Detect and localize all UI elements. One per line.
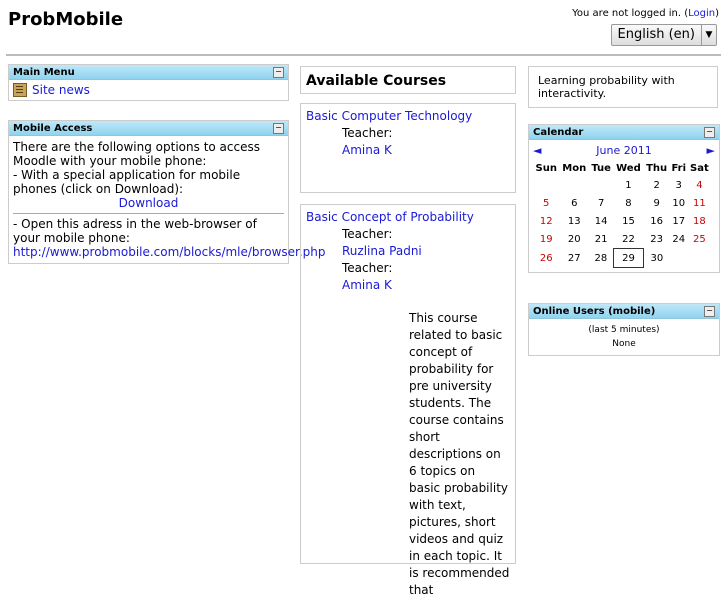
mobile-option-app: - With a special application for mobile phones (click on Download): [13, 168, 241, 196]
calendar-day-header: Wed [616, 163, 641, 174]
calendar-day: 21 [594, 233, 608, 245]
language-select-value: English (en) [617, 27, 695, 42]
calendar-day: 4 [696, 179, 703, 191]
calendar-day: 28 [594, 252, 608, 264]
site-news-link[interactable]: Site news [32, 83, 90, 97]
chevron-down-icon: ▼ [701, 25, 716, 45]
calendar-day: 17 [672, 215, 686, 227]
calendar-day: 6 [571, 197, 578, 209]
mobile-intro: There are the following options to access Moodle with your mobile phone: [13, 140, 260, 168]
news-icon [13, 83, 27, 97]
calendar-day-header: Sun [535, 163, 557, 174]
calendar-day: 16 [650, 215, 663, 227]
mobile-url-link[interactable]: http://www.probmobile.com/blocks/mle/browser.php [13, 245, 326, 259]
calendar-day: 3 [675, 179, 682, 191]
calendar-day: 26 [539, 252, 553, 264]
divider [13, 213, 284, 214]
prev-month-icon[interactable]: ◄ [533, 144, 542, 157]
course-description: This course related to basic concept of probability for pre university students. The course contains short descriptions on 6 topics on basic probability with text, pictures, short videos and quiz in each topic. It is recommended that [409, 311, 510, 597]
calendar-day: 7 [597, 197, 605, 209]
hide-block-icon[interactable]: − [273, 123, 284, 134]
block-header: Main Menu − [9, 65, 288, 80]
online-status: None [612, 339, 636, 349]
teacher-label: Teacher: [342, 126, 393, 140]
block-header: Online Users (mobile) − [529, 304, 719, 319]
login-info: You are not logged in. (Login) [572, 8, 719, 19]
login-link[interactable]: Login [688, 8, 716, 19]
calendar-day: 14 [594, 215, 608, 227]
calendar-grid [533, 161, 711, 268]
calendar-day: 5 [543, 197, 550, 209]
calendar-empty-cell [688, 249, 711, 268]
calendar-day: 10 [672, 197, 686, 209]
hide-block-icon[interactable]: − [704, 306, 715, 317]
calendar-day-header: Mon [562, 163, 587, 174]
calendar-day: 8 [625, 197, 632, 209]
calendar-empty-cell [670, 249, 688, 268]
calendar-block [528, 124, 720, 273]
teacher-link[interactable]: Amina K [342, 278, 392, 292]
language-select[interactable] [611, 24, 717, 46]
header-divider [6, 54, 721, 56]
calendar-day-header: Fri [671, 163, 687, 174]
calendar-month-link[interactable]: June 2011 [596, 144, 652, 157]
calendar-day-header: Thu [646, 163, 668, 174]
course-item [300, 204, 516, 597]
calendar-day-header: Tue [591, 163, 611, 174]
menu-item-site-news[interactable] [9, 80, 288, 100]
calendar-day: 25 [693, 233, 706, 245]
calendar-day: 19 [539, 233, 553, 245]
teacher-link[interactable]: Amina K [342, 143, 392, 157]
calendar-day: 13 [567, 215, 581, 227]
block-header: Calendar − [529, 125, 719, 140]
teacher-link[interactable]: Ruzlina Padni [342, 244, 422, 258]
hide-block-icon[interactable]: − [704, 127, 715, 138]
calendar-empty-cell [589, 176, 613, 194]
calendar-day: 20 [567, 233, 581, 245]
block-header: Mobile Access − [9, 121, 288, 136]
download-link[interactable]: Download [118, 196, 179, 210]
calendar-day: 30 [650, 252, 664, 264]
online-users-block [528, 303, 720, 356]
calendar-day: 2 [653, 179, 660, 191]
calendar-day: 18 [693, 215, 706, 227]
available-courses-heading: Available Courses [300, 66, 516, 94]
mobile-access-block [8, 120, 326, 264]
course-title-link[interactable]: Basic Computer Technology [306, 109, 473, 123]
hide-block-icon[interactable]: − [273, 67, 284, 78]
learning-text-block: Learning probability with interactivity. [528, 66, 718, 108]
calendar-day: 12 [539, 215, 553, 227]
calendar-day: 27 [567, 252, 581, 264]
calendar-day: 22 [622, 233, 635, 245]
calendar-empty-cell [533, 176, 559, 194]
calendar-day: 15 [622, 215, 635, 227]
teacher-label: Teacher: [342, 227, 393, 241]
calendar-day: 29 [613, 249, 643, 268]
calendar-day: 11 [693, 197, 706, 209]
calendar-empty-cell [559, 176, 589, 194]
main-menu-block [8, 64, 289, 101]
next-month-icon[interactable]: ► [706, 144, 715, 157]
calendar-day: 23 [650, 233, 663, 245]
online-period: (last 5 minutes) [588, 325, 660, 335]
mobile-option-browser: - Open this adress in the web-browser of your mobile phone: [13, 217, 257, 245]
calendar-day: 1 [625, 179, 632, 191]
calendar-day: 9 [653, 197, 660, 209]
course-item [300, 103, 516, 193]
calendar-day-header: Sat [690, 163, 709, 174]
course-title-link[interactable]: Basic Concept of Probability [306, 210, 474, 224]
calendar-day: 24 [672, 233, 686, 245]
teacher-label: Teacher: [342, 261, 393, 275]
site-title: ProbMobile [8, 9, 124, 30]
